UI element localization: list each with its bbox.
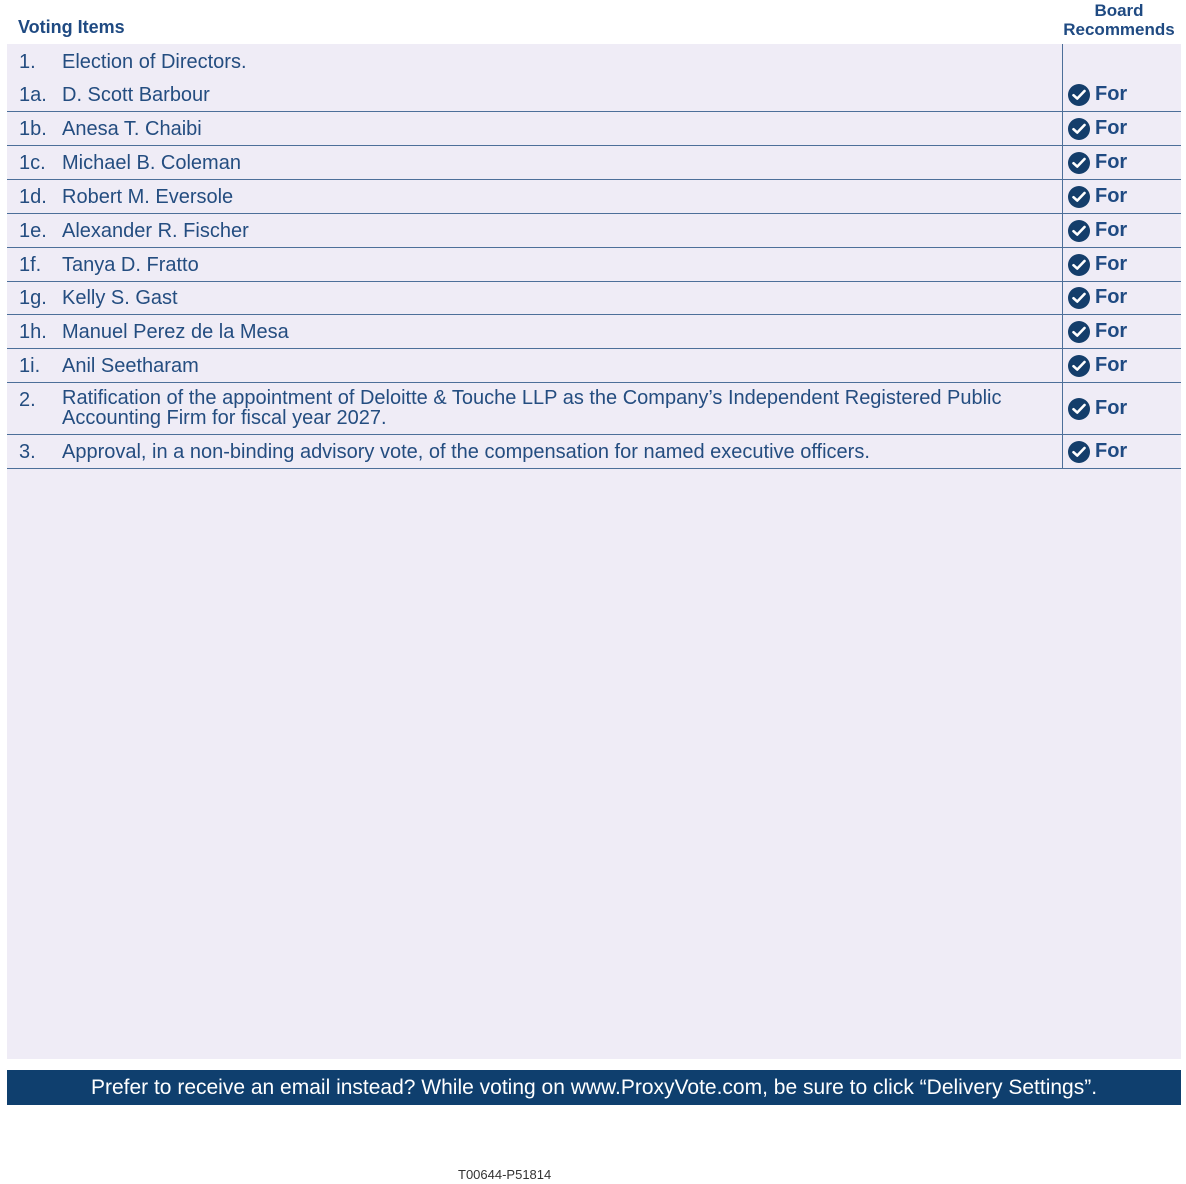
item-number: 1g. bbox=[19, 287, 47, 309]
board-recommends-line2: Recommends bbox=[1063, 20, 1175, 39]
item-text: Election of Directors. bbox=[62, 51, 247, 73]
item-text: Kelly S. Gast bbox=[62, 287, 178, 309]
list-item bbox=[7, 146, 1181, 180]
item-number: 1. bbox=[19, 51, 36, 73]
check-circle-icon bbox=[1068, 254, 1090, 276]
item-number: 1f. bbox=[19, 254, 42, 276]
recommendation-label: For bbox=[1095, 440, 1128, 462]
check-circle-icon bbox=[1068, 220, 1090, 242]
recommendation bbox=[1068, 185, 1127, 208]
board-recommends-line1: Board bbox=[1094, 1, 1144, 20]
item-number: 1a. bbox=[19, 84, 47, 106]
item-number: 1b. bbox=[19, 118, 47, 140]
voting-items-heading: Voting Items bbox=[18, 17, 125, 37]
recommendation bbox=[1068, 117, 1127, 140]
check-circle-icon bbox=[1068, 118, 1090, 140]
check-circle-icon bbox=[1068, 398, 1090, 420]
item-number: 1d. bbox=[19, 186, 47, 208]
list-item bbox=[7, 180, 1181, 214]
item-number: 1e. bbox=[19, 220, 47, 242]
recommendation-label: For bbox=[1095, 397, 1128, 419]
voting-items-panel bbox=[7, 44, 1181, 1059]
check-circle-icon bbox=[1068, 186, 1090, 208]
item-number: 1c. bbox=[19, 152, 46, 174]
check-circle-icon bbox=[1068, 441, 1090, 463]
item-text: D. Scott Barbour bbox=[62, 84, 210, 106]
list-item bbox=[7, 214, 1181, 248]
item-text: Approval, in a non-binding advisory vote, of the compensation for named executive officers. bbox=[62, 441, 870, 463]
recommendation-label: For bbox=[1095, 83, 1128, 105]
check-circle-icon bbox=[1068, 355, 1090, 377]
list-item bbox=[7, 248, 1181, 282]
item-number: 3. bbox=[19, 441, 36, 463]
recommendation bbox=[1068, 440, 1127, 463]
recommendation bbox=[1068, 320, 1127, 343]
list-item bbox=[7, 383, 1181, 435]
recommendation-label: For bbox=[1095, 151, 1128, 173]
item-text: Manuel Perez de la Mesa bbox=[62, 321, 289, 343]
recommendation-label: For bbox=[1095, 286, 1128, 308]
item-text: Anesa T. Chaibi bbox=[62, 118, 202, 140]
item-number: 1h. bbox=[19, 321, 47, 343]
item-text: Anil Seetharam bbox=[62, 355, 199, 377]
check-circle-icon bbox=[1068, 321, 1090, 343]
item-text: Tanya D. Fratto bbox=[62, 254, 199, 276]
document-code: T00644-P51814 bbox=[458, 1167, 552, 1182]
check-circle-icon bbox=[1068, 287, 1090, 309]
list-item bbox=[7, 44, 1181, 78]
item-number: 1i. bbox=[19, 355, 41, 377]
list-item bbox=[7, 112, 1181, 146]
check-circle-icon bbox=[1068, 84, 1090, 106]
recommendation bbox=[1068, 397, 1127, 420]
email-delivery-banner: Prefer to receive an email instead? While voting on www.ProxyVote.com, be sure to click “Delivery Settings”. bbox=[7, 1070, 1181, 1105]
recommendation-label: For bbox=[1095, 354, 1128, 376]
recommendation bbox=[1068, 253, 1127, 276]
item-number: 2. bbox=[19, 389, 36, 411]
list-item bbox=[7, 281, 1181, 315]
list-item bbox=[7, 435, 1181, 469]
check-circle-icon bbox=[1068, 152, 1090, 174]
recommendation-label: For bbox=[1095, 117, 1128, 139]
recommendation bbox=[1068, 83, 1127, 106]
recommendation-label: For bbox=[1095, 219, 1128, 241]
recommendation bbox=[1068, 219, 1127, 242]
recommendation-label: For bbox=[1095, 185, 1128, 207]
item-text: Alexander R. Fischer bbox=[62, 220, 249, 242]
item-text: Ratification of the appointment of Deloitte & Touche LLP as the Company’s Independent Registered Public Accounting Firm for fiscal year 2027. bbox=[62, 387, 1002, 429]
item-text: Robert M. Eversole bbox=[62, 186, 234, 208]
list-item bbox=[7, 349, 1181, 383]
list-item bbox=[7, 78, 1181, 112]
recommendation-label: For bbox=[1095, 320, 1128, 342]
board-recommends-heading bbox=[1061, 1, 1177, 39]
recommendation-label: For bbox=[1095, 253, 1128, 275]
list-item bbox=[7, 315, 1181, 349]
item-text: Michael B. Coleman bbox=[62, 152, 241, 174]
recommendation bbox=[1068, 286, 1127, 309]
recommendation bbox=[1068, 354, 1127, 377]
table-header bbox=[7, 0, 1181, 44]
recommendation bbox=[1068, 151, 1127, 174]
